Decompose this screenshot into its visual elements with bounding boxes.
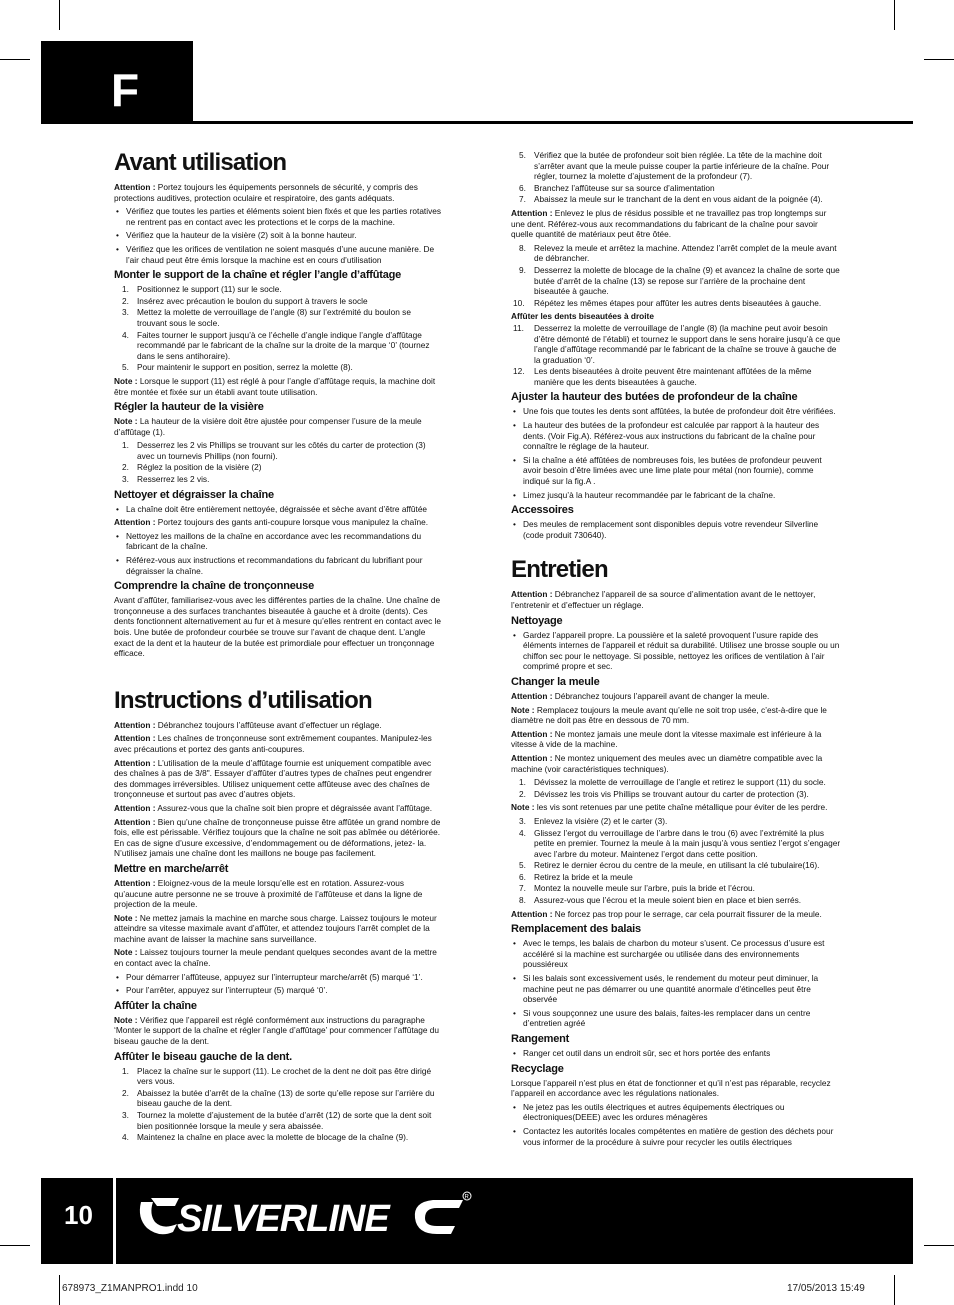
list-item: 2. Réglez la position de la visière (2) bbox=[122, 462, 262, 473]
crop-mark bbox=[0, 59, 30, 60]
list-item: • Des meules de remplacement sont disponibles depuis votre revendeur Silverline (code produit 730640). bbox=[511, 519, 841, 540]
subheading: Régler la hauteur de la visière bbox=[114, 401, 264, 414]
footer-bar bbox=[41, 1178, 913, 1264]
list-item: • Pour l’arrêter, appuyez sur l’interrupteur (5) marqué ‘0’. bbox=[114, 985, 441, 996]
header-rule bbox=[41, 121, 913, 124]
note: Note : Remplacez toujours la meule avant qu’elle ne soit trop usée, c’est-à-dire que le diamètre ne doit pas être en dessous de 70 mm. bbox=[511, 704, 827, 726]
list-item: 1. Desserrez les 2 vis Phillips se trouvant sur les côtés du carter de protection (3) avec un tournevis Phillips (non fourni). bbox=[122, 440, 426, 461]
silverline-logo bbox=[133, 1188, 478, 1248]
paragraph: Attention : Eloignez-vous de la meule lorsqu’elle est en rotation. Assurez-vous qu’aucune autre personne ne se trouve à proximité de l’affûteuse et dans la ligne de projection de la meule. bbox=[114, 877, 423, 910]
list-item: 5. Vérifiez que la butée de profondeur soit bien réglée. La tête de la machine doit s’arrêter avant que la meule puisse couper la partie inférieure de la chaîne. Pour régler, tournez la molette d’ajustement de la profondeur (7). bbox=[519, 150, 830, 182]
bullet-list bbox=[511, 1048, 841, 1059]
paragraph: Attention : Enlevez le plus de résidus possible et ne travaillez pas trop longtemps sur une dent. Référez-vous aux recommandations du fabricant de la chaîne pour savoir quelle quantité de matériaux peut être ôtée. bbox=[511, 207, 827, 240]
subheading: Monter le support de la chaîne et régler l’angle d’affûtage bbox=[114, 269, 402, 282]
section-title: Instructions d’utilisation bbox=[114, 686, 372, 714]
list-item: 7. Abaissez la meule sur le tranchant de la dent en vous aidant de la poignée (4). bbox=[519, 194, 823, 205]
numbered-list bbox=[511, 777, 841, 799]
bullet-list bbox=[511, 1102, 841, 1147]
list-item: • La chaîne doit être entièrement nettoyée, dégraissée et sèche avant d’être affûtée bbox=[114, 504, 441, 515]
list-item: 3. Tournez la molette d’ajustement de la butée d’arrêt (12) de sorte que la dent soit bien positionnée lorsque la meule y sera abaissée. bbox=[122, 1110, 432, 1131]
bullet-list bbox=[511, 406, 841, 500]
bullet-list bbox=[114, 206, 441, 265]
list-item: • Si vous soupçonnez une usure des balais, faites-les remplacer dans un centre d’entretien agréé bbox=[511, 1008, 841, 1029]
list-item: 4. Maintenez la chaîne en place avec la molette de blocage de la chaîne (9). bbox=[122, 1132, 409, 1143]
list-item: 7. Montez la nouvelle meule sur l’arbre, puis la bride et l’écrou. bbox=[519, 883, 755, 894]
list-item: • Pour démarrer l’affûteuse, appuyez sur l’interrupteur marche/arrêt (5) marqué ‘1’. bbox=[114, 972, 441, 983]
note: Note : Ne mettez jamais la machine en marche sous charge. Laissez toujours le moteur atteindre sa vitesse maximale avant d’affûter, et attendez toujours l’arrêt complet de la machine avant de laisser la machine sans surveillance. bbox=[114, 912, 437, 944]
list-item: 6. Branchez l’affûteuse sur sa source d’alimentation bbox=[519, 182, 715, 193]
list-item: • Vérifiez que les orifices de ventilation ne soient masqués d’une aucune manière. De l’air chaud peut être émis lorsque la machine est en cours d’utilisation bbox=[114, 244, 441, 265]
list-item: 8. Relevez la meule et arrêtez la machine. Attendez l’arrêt complet de la meule avant de débrancher. bbox=[519, 242, 837, 264]
list-item: • Vérifiez que la hauteur de la visière (2) soit à la bonne hauteur. bbox=[114, 230, 441, 241]
list-item: 4. Glissez l’ergot du verrouillage de l’arbre dans le trou (6) avec l’extrémité la plus petite en premier. Tournez la meule à la main jusqu’à vous sentiez l’ergot s’engager avec l’arbre du moteur. Maintenez l’ergot dans cette position. bbox=[519, 827, 841, 859]
list-item: 9. Desserrez la molette de blocage de la chaîne (9) et avancez la chaîne de sorte que butée d’arrêt de la chaîne (13) se repose sur l’arrière de la prochaine dent biseautée à gauche. bbox=[519, 264, 840, 297]
paragraph: Lorsque l’appareil n’est plus en état de fonctionner et qu’il n’est pas réparable, recyclez l’appareil en accordance avec les régulations nationales. bbox=[511, 1077, 831, 1099]
list-item: 8. Assurez-vous que l’écrou et la meule soient bien en place et bien serrés. bbox=[519, 895, 802, 906]
list-item: • Limez jusqu’à la hauteur recommandée par le fabricant de la chaîne. bbox=[511, 490, 841, 501]
list-item: 12. Les dents biseautées à droite peuvent être maintenant affûtées de la même manière que les dents biseautées à gauche. bbox=[513, 366, 812, 387]
list-item: 5. Pour maintenir le support en position, serrez la molette (8). bbox=[122, 362, 353, 373]
paragraph: Avant d’affûter, familiarisez-vous avec les différentes parties de la chaîne. Une chaîne de tronçonneuse a des surfaces tranchantes biseautée à gauche et à droite (dents). Ces dents fonctionnent alternativement au fur et à mesure qu’elles rentrent en contact avec le bois. Une butée de profondeur courbée se trouve sur l’avant de chaque dent. L’angle exact de la dent et la hauteur de la butée est primordiale pour effectuer un tronçonnage efficace. bbox=[114, 595, 441, 659]
bullet-list bbox=[511, 519, 841, 540]
section-title: Avant utilisation bbox=[114, 149, 287, 176]
numbered-list bbox=[114, 1066, 441, 1143]
subheading: Affûter les dents biseautées à droite bbox=[511, 311, 654, 322]
list-item: 10. Répétez les mêmes étapes pour affûter les autres dents biseautées à gauche. bbox=[513, 297, 822, 308]
subheading: Remplacement des balais bbox=[511, 923, 641, 936]
list-item: 11. Desserrez la molette de verrouillage de l’angle (8) (la machine peut avoir besoin d’être démonté de l’établi) et tournez le support dans le sens horaire jusqu’à ce que l’angle d’affûtage recommandé par le fabricant de la chaîne se trouve à gauche de la graduation ‘0’. bbox=[513, 322, 841, 365]
file-slug: 678973_Z1MANPRO1.indd 10 bbox=[62, 1283, 198, 1294]
paragraph: Attention : Débranchez toujours l’appareil avant de changer la meule. bbox=[511, 690, 770, 701]
list-item: 2. Insérez avec précaution le boulon du support à travers le socle bbox=[122, 295, 368, 306]
subheading: Ajuster la hauteur des butées de profondeur de la chaîne bbox=[511, 391, 798, 404]
crop-mark bbox=[894, 1275, 895, 1305]
list-item: 5. Retirez le dernier écrou du centre de la meule, en utilisant la clé tubulaire(16). bbox=[519, 860, 820, 871]
crop-mark bbox=[924, 59, 954, 60]
date-slug: 17/05/2013 15:49 bbox=[787, 1283, 865, 1294]
paragraph: Attention : Les chaînes de tronçonneuse sont extrêmement coupantes. Manipulez-les avec précautions et portez des gants anti-coupures. bbox=[114, 733, 432, 754]
paragraph: Attention : Débranchez l’appareil de sa source d’alimentation avant de le nettoyer, l’entretenir et d’effectuer un réglage. bbox=[511, 589, 816, 610]
note: Note : Vérifiez que l’appareil est réglé conformément aux instructions du paragraphe ‘Monter le support de la chaîne et régler l’angle d’affûtage’ pour commencer l’affûtage du biseau gauche de la dent. bbox=[114, 1014, 440, 1047]
numbered-list bbox=[511, 323, 841, 388]
list-item: 6. Retirez la bride et la meule bbox=[519, 871, 633, 882]
section-title: Entretien bbox=[511, 556, 608, 584]
list-item: • Une fois que toutes les dents sont affûtées, la butée de profondeur doit être vérifiées. bbox=[511, 406, 841, 417]
list-item: • Référez-vous aux instructions et recommandations du fabricant du lubrifiant pour dégraisser la chaîne. bbox=[114, 555, 441, 576]
list-item: 2. Abaissez la butée d’arrêt de la chaîne (13) de sorte qu’elle repose sur l’arrière du biseau gauche de la dent. bbox=[122, 1087, 435, 1109]
svg-text:R: R bbox=[464, 1194, 469, 1201]
paragraph: Attention : Bien qu’une chaîne de tronçonneuse puisse être affûtée un grand nombre de fois, elle est périssable. Vérifiez toujours que la chaîne ne soit pas abîmée ou détériorée. En cas de signe d’usure excessive, d’endommagement ou de déformations, jetez- la. N’utilisez jamais une chaîne dont les maillons ne bouge pas facilement. bbox=[114, 816, 441, 859]
list-item: • Vérifiez que toutes les parties et éléments soient bien fixés et que les parties rotatives ne rentrent pas en contact avec les protections et le corps de la machine. bbox=[114, 206, 441, 227]
numbered-list bbox=[511, 150, 841, 205]
paragraph: Attention : Portez toujours les équipements personnels de sécurité, y compris des protections auditives, protection oculaire et respiratoire, des gants adéquats. bbox=[114, 182, 418, 203]
subheading: Mettre en marche/arrêt bbox=[114, 862, 229, 875]
list-item: 1. Placez la chaîne sur le support (11). Le crochet de la dent ne doit pas être dirigé vers vous. bbox=[122, 1065, 432, 1087]
list-item: • Nettoyez les maillons de la chaîne en accordance avec les recommandations du fabricant de la chaîne. bbox=[114, 531, 441, 552]
paragraph: Attention : Assurez-vous que la chaîne soit bien propre et dégraissée avant l’affûtage. bbox=[114, 802, 433, 813]
subheading: Nettoyer et dégraisser la chaîne bbox=[114, 488, 274, 501]
list-item: 4. Faites tourner le support jusqu’à ce l’échelle d’angle indique l’angle d’affûtage recommandé par le fabricant de la chaîne sur la droite de la marque ‘0’ (tournez dans le sens antihoraire). bbox=[122, 329, 430, 361]
list-item: • Gardez l’appareil propre. La poussière et la saleté provoquent l’usure rapide des éléments internes de l’appareil et réduit sa durabilité. Utilisez une brosse souple ou un chiffon sec pour le nettoyage. Si possible, nettoyez les orifices de ventilation à l’air comprimé propre et sec. bbox=[511, 630, 841, 672]
list-item: 3. Resserrez les 2 vis. bbox=[122, 474, 210, 485]
crop-mark bbox=[59, 0, 60, 30]
subheading: Changer la meule bbox=[511, 675, 600, 688]
subheading: Accessoires bbox=[511, 504, 574, 517]
page-number: 10 bbox=[64, 1200, 93, 1230]
paragraph: Attention : Ne montez jamais une meule dont la vitesse maximale est inférieure à la vitesse à vide de la machine. bbox=[511, 728, 822, 750]
paragraph: Attention : Ne forcez pas trop pour le serrage, car cela pourrait fissurer de la meule. bbox=[511, 908, 822, 919]
note: Note : La hauteur de la visière doit être ajustée pour compenser l’usure de la meule d’affûtage (1). bbox=[114, 416, 422, 437]
bullet-list bbox=[114, 504, 441, 515]
paragraph: Attention : L’utilisation de la meule d’affûtage fournie est uniquement compatible avec des chaînes à pas de 3/8". Essayer d’affûter d’autres types de chaînes peut engendrer des dommages irréversibles. Utilisez uniquement cette affûteuse avec des chaînes de tronçonneuse et surtout pas avec d’autres objets. bbox=[114, 757, 432, 800]
paragraph: Attention : Débranchez toujours l’affûteuse avant d’effectuer un réglage. bbox=[114, 719, 382, 730]
list-item: • Ne jetez pas les outils électriques et autres équipements électriques ou électroniques(DEEE) avec les ordures ménagères bbox=[511, 1102, 841, 1123]
numbered-list bbox=[114, 440, 441, 484]
subheading: Rangement bbox=[511, 1033, 570, 1045]
list-item: 1. Dévissez la molette de verrouillage de l’angle et retirez le support (11) du socle. bbox=[519, 777, 826, 788]
right-column bbox=[511, 150, 841, 1150]
note: Note : Lorsque le support (11) est réglé à pour l’angle d’affûtage requis, la machine doit être montée et fixée sur un établi avant toute utilisation. bbox=[114, 375, 436, 397]
subheading: Comprendre la chaîne de tronçonneuse bbox=[114, 580, 315, 593]
note: Note : Laissez toujours tourner la meule pendant quelques secondes avant de la mettre en contact avec la chaîne. bbox=[114, 947, 437, 969]
logo-wordmark: SILVERLINE bbox=[177, 1198, 389, 1240]
crop-mark bbox=[894, 0, 895, 30]
language-letter: F bbox=[111, 64, 140, 116]
list-item: 1. Positionnez le support (11) sur le socle. bbox=[122, 284, 282, 295]
bullet-list bbox=[114, 531, 441, 576]
language-tab bbox=[41, 41, 193, 124]
numbered-list bbox=[511, 816, 841, 906]
subheading: Affûter la chaîne bbox=[114, 999, 197, 1012]
bullet-list bbox=[114, 972, 441, 996]
list-item: • Avec le temps, les balais de charbon du moteur s’usent. Ce processus d’usure est accéléré si la machine est surchargée ou utilisée dans des environnements poussiéreux bbox=[511, 938, 841, 970]
note: Note : les vis sont retenues par une petite chaîne métallique pour éviter de les perdre. bbox=[511, 802, 828, 813]
list-item: • Contactez les autorités locales compétentes en matière de gestion des déchets pour vous informer de la procédure à suivre pour recycler les outils électriques bbox=[511, 1126, 841, 1147]
list-item: • Si la chaîne a été affûtées de nombreuses fois, les butées de profondeur peuvent avoir besoin d’être limées avec une lime plate pour métal (non fournie), comme indiqué sur la fig.A . bbox=[511, 455, 841, 487]
paragraph: Attention : Ne montez uniquement des meules avec un diamètre compatible avec la machine (voir caractéristiques techniques). bbox=[511, 752, 823, 774]
subheading: Recyclage bbox=[511, 1062, 564, 1075]
crop-mark bbox=[924, 1245, 954, 1246]
left-column bbox=[114, 150, 441, 1146]
numbered-list bbox=[114, 284, 441, 373]
list-item: • Ranger cet outil dans un endroit sûr, sec et hors portée des enfants bbox=[511, 1048, 841, 1059]
subheading: Nettoyage bbox=[511, 614, 563, 627]
bullet-list bbox=[511, 630, 841, 672]
list-item: 3. Mettez la molette de verrouillage de l’angle (8) sur l’extrémité du boulon se trouvant sous le socle. bbox=[122, 307, 411, 328]
crop-mark bbox=[0, 1245, 30, 1246]
paragraph: Attention : Portez toujours des gants anti-coupure lorsque vous manipulez la chaîne. bbox=[114, 517, 429, 528]
list-item: • Si les balais sont excessivement usés, le rendement du moteur peut diminuer, la machine peut ne pas démarrer ou une quantité anormale d’étincelles peut être observée bbox=[511, 973, 841, 1005]
crop-mark bbox=[59, 1275, 60, 1305]
subheading: Affûter le biseau gauche de la dent. bbox=[114, 1050, 293, 1063]
numbered-list bbox=[511, 243, 841, 309]
bullet-list bbox=[511, 938, 841, 1029]
list-item: 3. Enlevez la visière (2) et le carter (3). bbox=[519, 815, 668, 826]
list-item: 2. Dévissez les trois vis Phillips se trouvant autour du carter de protection (3). bbox=[519, 788, 809, 799]
list-item: • La hauteur des butées de la profondeur est calculée par rapport à la hauteur des dents. (Voir Fig.A). Référez-vous aux instructions du fabricant de la chaîne pour connaître le réglage de la hauteur. bbox=[511, 420, 841, 452]
page-number-box bbox=[41, 1178, 116, 1264]
